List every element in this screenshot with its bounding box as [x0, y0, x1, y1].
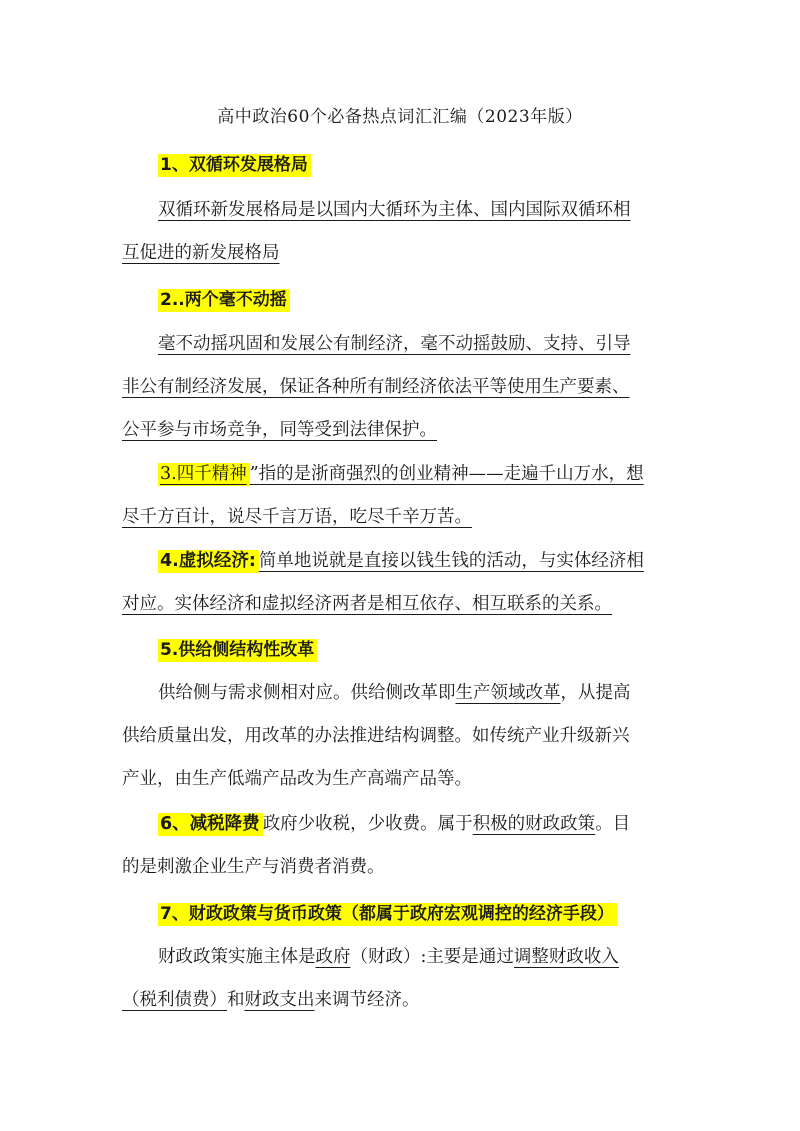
section-6-line-1b: 。目 — [595, 814, 631, 834]
section-1-body — [122, 189, 682, 275]
section-1-heading-text: 1、双循环发展格局 — [158, 154, 311, 177]
section-4-body — [122, 540, 682, 626]
section-5-line-1-underlined: 生产领域改革 — [455, 683, 561, 703]
section-4-heading: 4.虚拟经济: — [158, 550, 259, 573]
section-2-line-3: 公平参与市场竞争，同等受到法律保护。 — [122, 420, 437, 440]
section-2-heading — [158, 288, 290, 312]
section-7-heading-text: 7、财政政策与货币政策（都属于政府宏观调控的经济手段） — [158, 903, 617, 926]
section-6-line-2: 的是刺激企业生产与消费者消费。 — [122, 857, 385, 877]
section-7-body — [122, 936, 682, 1022]
section-5-line-1a: 供给侧与需求侧相对应。供给侧改革即 — [158, 683, 456, 703]
section-3-line-2: 尽千方百计，说尽千言万语，吃尽千辛万苦。 — [122, 507, 472, 527]
section-7-line-2b: 来调节经济。 — [314, 990, 420, 1010]
section-7-line-1a: 财政政策实施主体是 — [158, 947, 316, 967]
section-6-line-1-underlined: 积极的财政政策 — [472, 814, 596, 834]
section-6-body — [122, 803, 682, 889]
section-5-line-1b: ，从提高 — [560, 683, 631, 703]
section-3-heading: 3.四千精神 — [158, 463, 250, 486]
section-2-body — [122, 323, 682, 452]
section-7-heading — [158, 902, 617, 926]
section-4-line-1: 简单地说就是直接以钱生钱的活动，与实体经济相 — [258, 551, 644, 571]
section-7-line-2a: 和 — [227, 990, 245, 1010]
section-4-line-2: 对应。实体经济和虚拟经济两者是相互依存、相互联系的关系。 — [122, 594, 612, 614]
section-5-heading-text: 5.供给侧结构性改革 — [158, 639, 317, 662]
section-7-line-2-underlined-1: （税利债费） — [122, 990, 227, 1010]
section-5-line-3: 产业，由生产低端产品改为生产高端产品等。 — [122, 769, 472, 789]
section-3-body — [122, 453, 682, 539]
section-6-heading: 6、减税降费 — [158, 813, 263, 836]
section-5-heading — [158, 638, 317, 662]
section-7-line-1-underlined-1: 政府 — [315, 947, 351, 967]
section-7-line-2-underlined-2: 财政支出 — [244, 990, 315, 1010]
section-5-line-2: 供给质量出发，用改革的办法推进结构调整。如传统产业升级新兴 — [122, 726, 630, 746]
section-3-line-1: ”指的是浙商强烈的创业精神——走遍千山万水，想 — [249, 464, 644, 484]
section-7-line-1-underlined-2: 调整财政收入 — [513, 947, 619, 967]
section-1-line-1: 双循环新发展格局是以国内大循环为主体、国内国际双循环相 — [158, 200, 631, 220]
section-1-heading — [158, 153, 311, 177]
section-5-body — [122, 672, 682, 801]
section-2-line-2: 非公有制经济发展，保证各种所有制经济依法平等使用生产要素、 — [122, 377, 630, 397]
section-7-line-1b: （财政）:主要是通过 — [350, 947, 514, 967]
section-6-line-1a: 政府少收税，少收费。属于 — [262, 814, 473, 834]
document-title: 高中政治60个必备热点词汇汇编（2023年版） — [217, 107, 583, 127]
section-1-line-2: 互促进的新发展格局 — [122, 243, 280, 263]
section-2-heading-text: 2..两个毫不动摇 — [158, 289, 290, 312]
section-2-line-1: 毫不动摇巩固和发展公有制经济，毫不动摇鼓励、支持、引导 — [158, 334, 631, 354]
